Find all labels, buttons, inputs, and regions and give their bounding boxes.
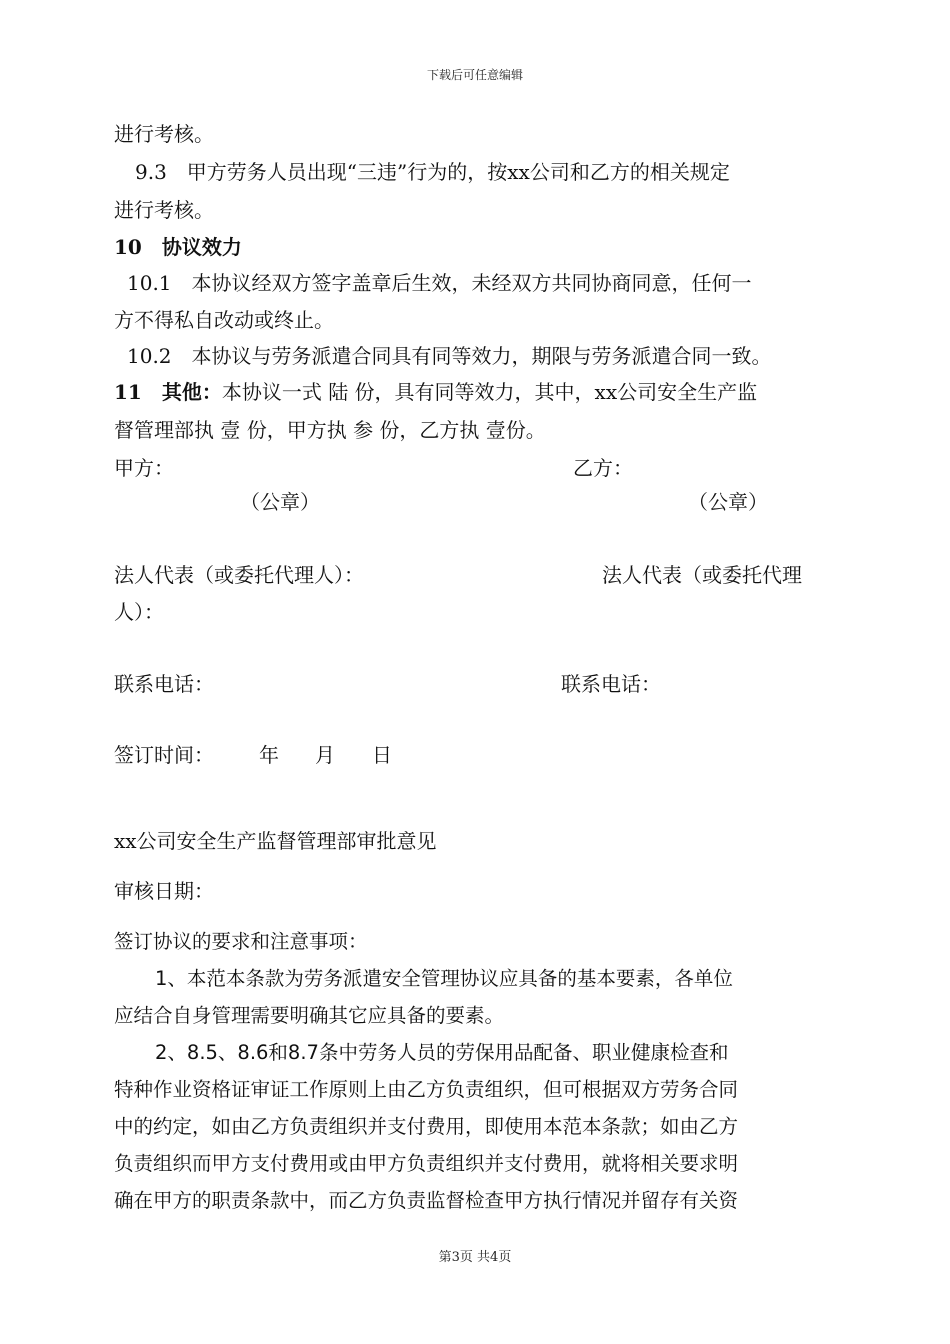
review-date-label: 审核日期： <box>114 879 214 903</box>
note-2-line-2: 特种作业资格证审证工作原则上由乙方负责组织，但可根据双方劳务合同 <box>114 1078 739 1101</box>
page-header: 下载后可任意编辑 <box>426 68 523 82</box>
note-2: 2、8.5、8.6和8.7条中劳务人员的劳保用品配备、职业健康检查和 <box>155 1041 729 1064</box>
rep-b-label-cont: 人）： <box>114 600 164 624</box>
phone-b-label: 联系电话： <box>561 672 661 696</box>
rep-b-label: 法人代表（或委托代理 <box>602 563 802 587</box>
seal-b: （公章） <box>688 490 768 514</box>
party-a-label: 甲方： <box>114 456 174 480</box>
note-1: 1、本范本条款为劳务派遣安全管理协议应具备的基本要素，各单位 <box>155 967 733 990</box>
section-11-text: 本协议一式 陆 份，具有同等效力，其中，xx公司安全生产监 <box>221 380 758 404</box>
note-2-line-5: 确在甲方的职责条款中，而乙方负责监督检查甲方执行情况并留存有关资 <box>114 1189 739 1212</box>
sign-date-day: 日 <box>372 743 392 767</box>
clause-text: 进行考核。 <box>114 122 214 146</box>
notes-title: 签订协议的要求和注意事项： <box>114 930 368 953</box>
section-11-line <box>114 378 757 406</box>
party-b-label: 乙方： <box>573 456 633 480</box>
section-11-title: 11 其他： <box>114 380 222 404</box>
note-2-line-4: 负责组织而甲方支付费用或由甲方负责组织并支付费用，就将相关要求明 <box>114 1152 739 1175</box>
clause-10-2: 10.2 本协议与劳务派遣合同具有同等效力，期限与劳务派遣合同一致。 <box>127 344 772 368</box>
sign-date-month: 月 <box>315 743 335 767</box>
sign-date-year: 年 <box>259 743 279 767</box>
note-2-line-3: 中的约定，如由乙方负责组织并支付费用，即使用本范本条款；如由乙方 <box>114 1115 739 1138</box>
page-footer: 第3页 共4页 <box>438 1250 512 1265</box>
clause-10-1: 10.1 本协议经双方签字盖章后生效，未经双方共同协商同意，任何一 <box>127 271 752 295</box>
note-1-cont: 应结合自身管理需要明确其它应具备的要素。 <box>114 1004 505 1027</box>
rep-a-label: 法人代表（或委托代理人）： <box>114 563 364 587</box>
section-11-cont: 督管理部执 壹 份，甲方执 参 份，乙方执 壹份。 <box>114 418 546 442</box>
approval-opinion: xx公司安全生产监督管理部审批意见 <box>114 829 437 853</box>
phone-a-label: 联系电话： <box>114 672 214 696</box>
section-10-title: 10 协议效力 <box>114 235 242 259</box>
clause-10-1-cont: 方不得私自改动或终止。 <box>114 308 334 332</box>
clause-9-3-cont: 进行考核。 <box>114 198 214 222</box>
seal-a: （公章） <box>240 490 320 514</box>
sign-date-label: 签订时间： <box>114 743 214 767</box>
clause-9-3: 9.3 甲方劳务人员出现“三违”行为的，按xx公司和乙方的相关规定 <box>135 160 730 184</box>
